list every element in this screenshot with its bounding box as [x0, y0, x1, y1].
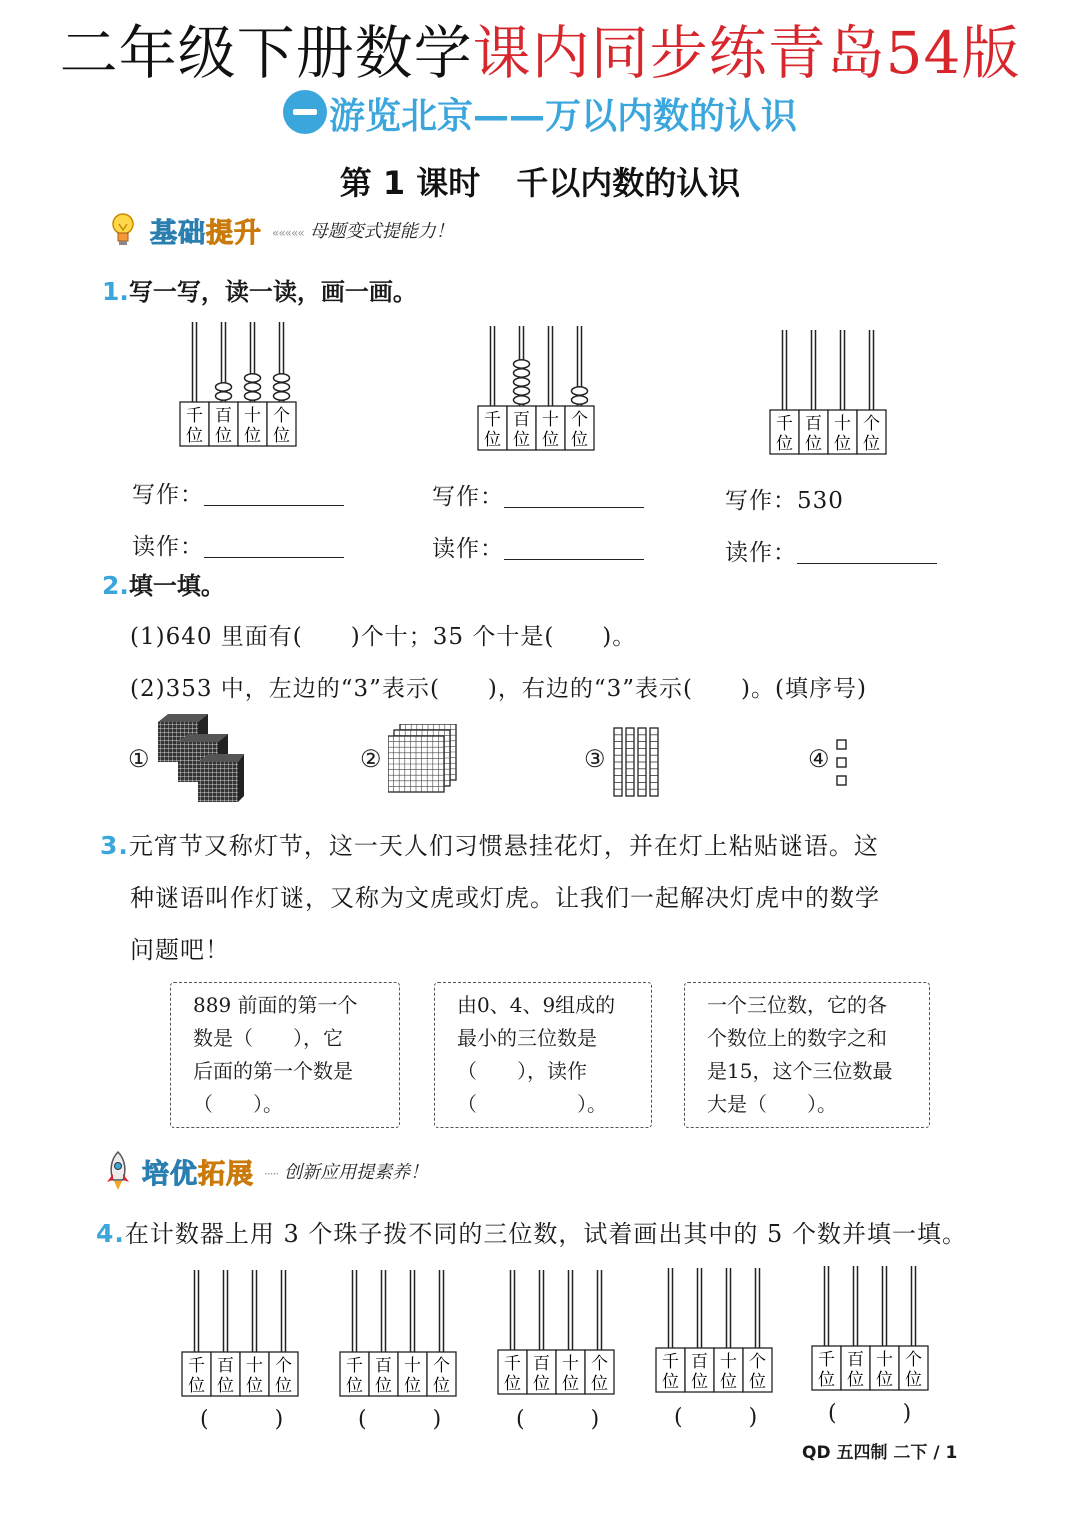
place-label: 位: [215, 426, 232, 446]
q4-answer-1[interactable]: ( ): [200, 1407, 284, 1432]
abacus-bead: [245, 383, 261, 391]
q1-read-blank-2[interactable]: [504, 535, 644, 560]
section-advanced-label: 培优拓展: [142, 1158, 254, 1190]
q1-read-blank-3[interactable]: [797, 539, 937, 564]
lesson-name: 千以内数的认识: [516, 164, 741, 202]
place-label: 位: [513, 430, 530, 450]
place-label: 千: [346, 1356, 363, 1376]
option-3-marker: ③: [584, 745, 606, 773]
lightbulb-icon: [106, 210, 140, 250]
q1-abacus-2: [478, 326, 594, 450]
q1-read-1: 读作：: [132, 528, 344, 561]
unit-cubes-icon: [834, 738, 850, 794]
q4-abacus-2: [340, 1270, 456, 1396]
q1-read-3: 读作：: [725, 534, 937, 567]
riddle-box-3: 一个三位数，它的各 个数位上的数字之和 是15，这个三位数最 大是（ ）。: [684, 982, 930, 1128]
place-label: 千: [776, 414, 793, 434]
place-label: 位: [244, 426, 261, 446]
place-label: 位: [571, 430, 588, 450]
abacus-bead: [514, 396, 530, 404]
section-advanced: 培优拓展 ····· 创新应用提素养！: [104, 1150, 428, 1192]
place-label: 位: [533, 1374, 550, 1394]
abacus-bead: [274, 383, 290, 391]
place-label: 千: [186, 406, 203, 426]
question-2-text: 填一填。: [128, 572, 225, 600]
option-1-marker: ①: [128, 745, 150, 773]
q2-line-2: (2)353 中，左边的“3”表示( )，右边的“3”表示( )。(填序号): [130, 676, 867, 702]
place-label: 位: [273, 426, 290, 446]
option-2-marker: ②: [360, 745, 382, 773]
abacus-bead: [245, 392, 261, 400]
place-label: 个: [275, 1356, 292, 1376]
question-1-heading: 1.写一写，读一读，画一画。: [102, 277, 417, 306]
abacus-bead: [216, 392, 232, 400]
place-label: 个: [905, 1350, 922, 1370]
place-label: 位: [876, 1370, 893, 1390]
q4-answer-5[interactable]: ( ): [828, 1401, 912, 1426]
place-label: 位: [246, 1376, 263, 1396]
hundred-flat: [388, 736, 444, 792]
riddle-box-1: 889 前面的第一个 数是（ ），它 后面的第一个数是 （ ）。: [170, 982, 400, 1128]
ten-rod: [650, 728, 658, 796]
place-label: 百: [375, 1356, 392, 1376]
place-label: 十: [246, 1356, 263, 1376]
question-3-line-3: 问题吧！: [130, 936, 230, 964]
place-label: 位: [186, 426, 203, 446]
place-label: 十: [244, 406, 261, 426]
unit-title-text: 游览北京——万以内数的认识: [328, 96, 797, 137]
rocket-icon: [104, 1150, 132, 1192]
abacus-bead: [274, 374, 290, 382]
q1-abacus-group: [0, 310, 1080, 460]
place-label: 百: [805, 414, 822, 434]
abacus-bead: [514, 378, 530, 386]
q1-write-3: 写作：530: [725, 488, 844, 514]
unit-cube: [837, 776, 846, 785]
q2-line-1: (1)640 里面有( )个十；35 个十是( )。: [130, 624, 637, 650]
q4-abacus-group: [0, 1262, 1080, 1402]
place-label: 千: [662, 1352, 679, 1372]
ten-rod: [614, 728, 622, 796]
q4-abacus-5: [812, 1266, 928, 1390]
q4-abacus-4: [656, 1268, 772, 1392]
place-label: 百: [847, 1350, 864, 1370]
place-label: 个: [591, 1354, 608, 1374]
q1-abacus-1: [180, 322, 296, 446]
place-label: 个: [863, 414, 880, 434]
q1-write-value-3: 530: [797, 488, 844, 514]
place-label: 百: [533, 1354, 550, 1374]
title-red-part: 课内同步练青岛54版: [472, 19, 1021, 87]
q4-abacus-1: [182, 1270, 298, 1396]
q1-write-blank-2[interactable]: [504, 483, 644, 508]
place-label: 位: [542, 430, 559, 450]
q1-write-2: 写作：: [432, 478, 644, 511]
section-basic-label: 基础提升: [150, 217, 262, 249]
place-label: 位: [433, 1376, 450, 1396]
place-label: 个: [433, 1356, 450, 1376]
section-basic-slogan: 母题变式提能力！: [309, 221, 454, 242]
place-label: 位: [188, 1376, 205, 1396]
question-2-heading: 2.填一填。: [102, 571, 225, 600]
q1-read-2: 读作：: [432, 530, 644, 563]
place-label: 位: [404, 1376, 421, 1396]
place-label: 位: [662, 1372, 679, 1392]
place-label: 位: [591, 1374, 608, 1394]
ten-rods-icon: [612, 726, 662, 800]
lesson-title: [0, 158, 1080, 204]
unit-title: [0, 88, 1080, 139]
place-label: 个: [571, 410, 588, 430]
place-label: 千: [818, 1350, 835, 1370]
section-advanced-slogan: 创新应用提素养！: [284, 1162, 429, 1183]
abacus-bead: [514, 369, 530, 377]
abacus-bead: [216, 383, 232, 391]
place-label: 位: [905, 1370, 922, 1390]
unit-cube: [837, 758, 846, 767]
place-label: 千: [484, 410, 501, 430]
ten-rod: [626, 728, 634, 796]
q4-answer-2[interactable]: ( ): [358, 1407, 442, 1432]
place-label: 百: [691, 1352, 708, 1372]
abacus-bead: [572, 387, 588, 395]
place-label: 位: [863, 434, 880, 454]
place-label: 千: [188, 1356, 205, 1376]
abacus-bead: [514, 360, 530, 368]
place-label: 位: [562, 1374, 579, 1394]
place-label: 位: [691, 1372, 708, 1392]
unit-cube: [837, 740, 846, 749]
place-label: 位: [720, 1372, 737, 1392]
place-label: 位: [217, 1376, 234, 1396]
title-black-part: 二年级下册数学: [59, 19, 473, 87]
question-4-heading: 4.在计数器上用 3 个珠子拨不同的三位数，试着画出其中的 5 个数并填一填。: [96, 1219, 967, 1248]
abacus-bead: [572, 396, 588, 404]
abacus-bead: [514, 387, 530, 395]
place-label: 百: [513, 410, 530, 430]
place-label: 十: [876, 1350, 893, 1370]
option-4-marker: ④: [808, 745, 830, 773]
ten-rod: [638, 728, 646, 796]
section-basic: 基础提升 ««««« 母题变式提能力！: [106, 210, 454, 250]
lesson-label: 第 1 课时: [339, 164, 481, 202]
unit-one-badge-icon: [283, 90, 327, 134]
place-label: 位: [749, 1372, 766, 1392]
q1-read-blank-1[interactable]: [204, 533, 344, 558]
place-label: 位: [375, 1376, 392, 1396]
place-label: 位: [346, 1376, 363, 1396]
hundred-flats-icon: [388, 724, 460, 798]
place-label: 百: [215, 406, 232, 426]
place-label: 百: [217, 1356, 234, 1376]
place-label: 十: [562, 1354, 579, 1374]
q1-write-1: 写作：: [132, 476, 344, 509]
place-label: 个: [273, 406, 290, 426]
place-label: 位: [484, 430, 501, 450]
place-label: 十: [720, 1352, 737, 1372]
q4-abacus-3: [498, 1270, 614, 1394]
place-label: 个: [749, 1352, 766, 1372]
question-3-line-1: 3.元宵节又称灯节，这一天人们习惯悬挂花灯，并在灯上粘贴谜语。这: [100, 831, 879, 860]
q4-answer-3[interactable]: ( ): [516, 1407, 600, 1432]
page-footer: QD 五四制 二下 / 1: [802, 1443, 958, 1463]
place-label: 位: [834, 434, 851, 454]
place-label: 位: [847, 1370, 864, 1390]
q4-answer-4[interactable]: ( ): [674, 1405, 758, 1430]
place-label: 十: [404, 1356, 421, 1376]
document-title: [0, 6, 1080, 90]
place-label: 位: [805, 434, 822, 454]
place-label: 位: [818, 1370, 835, 1390]
riddle-box-2: 由0、4、9组成的 最小的三位数是 （ ），读作 （ ）。: [434, 982, 652, 1128]
question-3-line-2: 种谜语叫作灯谜，又称为文虎或灯虎。让我们一起解决灯虎中的数学: [130, 884, 880, 912]
place-label: 位: [275, 1376, 292, 1396]
place-label: 位: [776, 434, 793, 454]
question-1-text: 写一写，读一读，画一画。: [128, 278, 417, 306]
thousand-cubes-icon: [156, 712, 248, 804]
q1-abacus-3: [770, 330, 886, 454]
place-label: 位: [504, 1374, 521, 1394]
abacus-bead: [274, 392, 290, 400]
place-label: 十: [542, 410, 559, 430]
place-label: 十: [834, 414, 851, 434]
place-label: 千: [504, 1354, 521, 1374]
q1-write-blank-1[interactable]: [204, 481, 344, 506]
abacus-bead: [245, 374, 261, 382]
